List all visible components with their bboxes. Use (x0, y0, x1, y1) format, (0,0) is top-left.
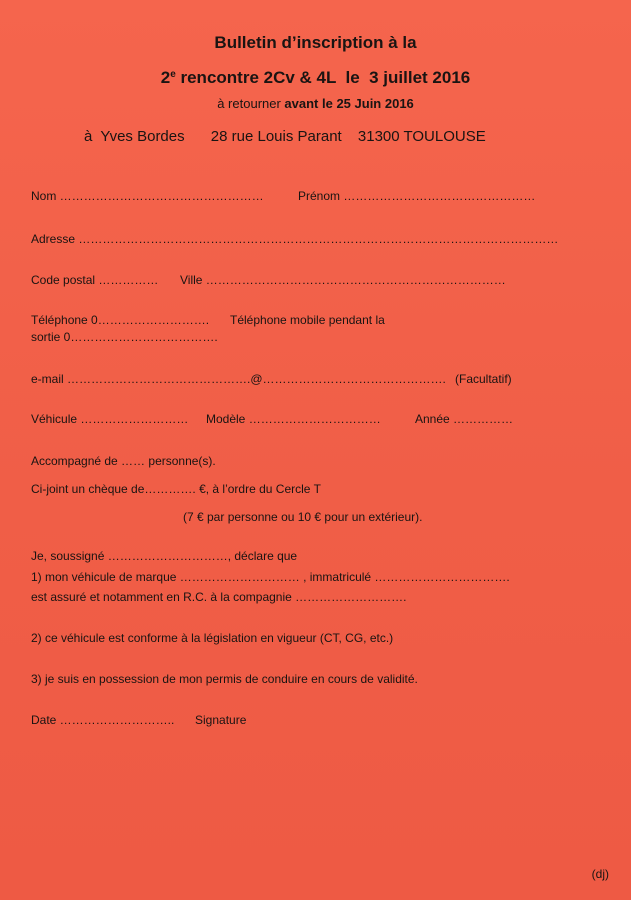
field-ville: Ville ………………………………………………………………… (180, 273, 506, 287)
field-telephone: Téléphone 0………………………. (31, 313, 210, 327)
form-title: Bulletin d’inscription à la (214, 33, 417, 52)
field-code-postal: Code postal …………… (31, 273, 159, 287)
declaration-item-1-insurance: est assuré et notamment en R.C. à la compagnie ………………………. (31, 590, 407, 604)
field-nom: Nom …………………………………………… (31, 189, 264, 203)
event-ordinal: 2 (160, 68, 171, 87)
return-deadline (0, 96, 631, 111)
event-ordinal-suffix: e (170, 69, 176, 80)
return-deadline-prefix: à retourner (217, 96, 285, 111)
field-email: e-mail ……………………………………….@………………………………………. (31, 372, 446, 386)
field-date: Date ……………………….. (31, 713, 175, 727)
field-signature: Signature (195, 713, 247, 727)
declaration-item-1: 1) mon véhicule de marque ………………………… , immatriculé ……………………………. (31, 570, 510, 584)
field-prenom: Prénom ………………………………………… (298, 189, 536, 203)
field-annee: Année …………… (415, 412, 514, 426)
event-name-date: rencontre 2Cv & 4L le 3 juillet 2016 (175, 68, 471, 87)
mailing-address (84, 128, 486, 145)
field-accompagne: Accompagné de …… personne(s). (31, 454, 216, 468)
declaration-item-3: 3) je suis en possession de mon permis de conduire en cours de validité. (31, 672, 418, 686)
author-mark: (dj) (591, 867, 609, 881)
address-street: 28 rue Louis Parant (210, 128, 342, 145)
address-city: 31300 TOULOUSE (357, 128, 486, 145)
field-adresse: Adresse ………………………………………………………………………………………………………… (31, 232, 559, 246)
declaration-item-2: 2) ce véhicule est conforme à la législation en vigueur (CT, CG, etc.) (31, 631, 394, 645)
field-telephone-mobile: Téléphone mobile pendant la (230, 313, 385, 327)
declaration-soussigne: Je, soussigné …………………………, déclare que (31, 549, 298, 563)
event-title (0, 68, 631, 88)
address-recipient: à Yves Bordes (84, 128, 185, 145)
field-modele: Modèle …………………………… (206, 412, 381, 426)
tarif-note: (7 € par personne ou 10 € pour un extérieur). (183, 510, 423, 524)
field-sortie: sortie 0………………………………. (31, 330, 218, 344)
return-deadline-date: avant le 25 Juin 2016 (284, 96, 414, 111)
field-vehicule: Véhicule ……………………… (31, 412, 189, 426)
field-email-note: (Facultatif) (455, 372, 512, 386)
field-cheque: Ci-joint un chèque de…………. €, à l’ordre du Cercle T (31, 482, 321, 496)
